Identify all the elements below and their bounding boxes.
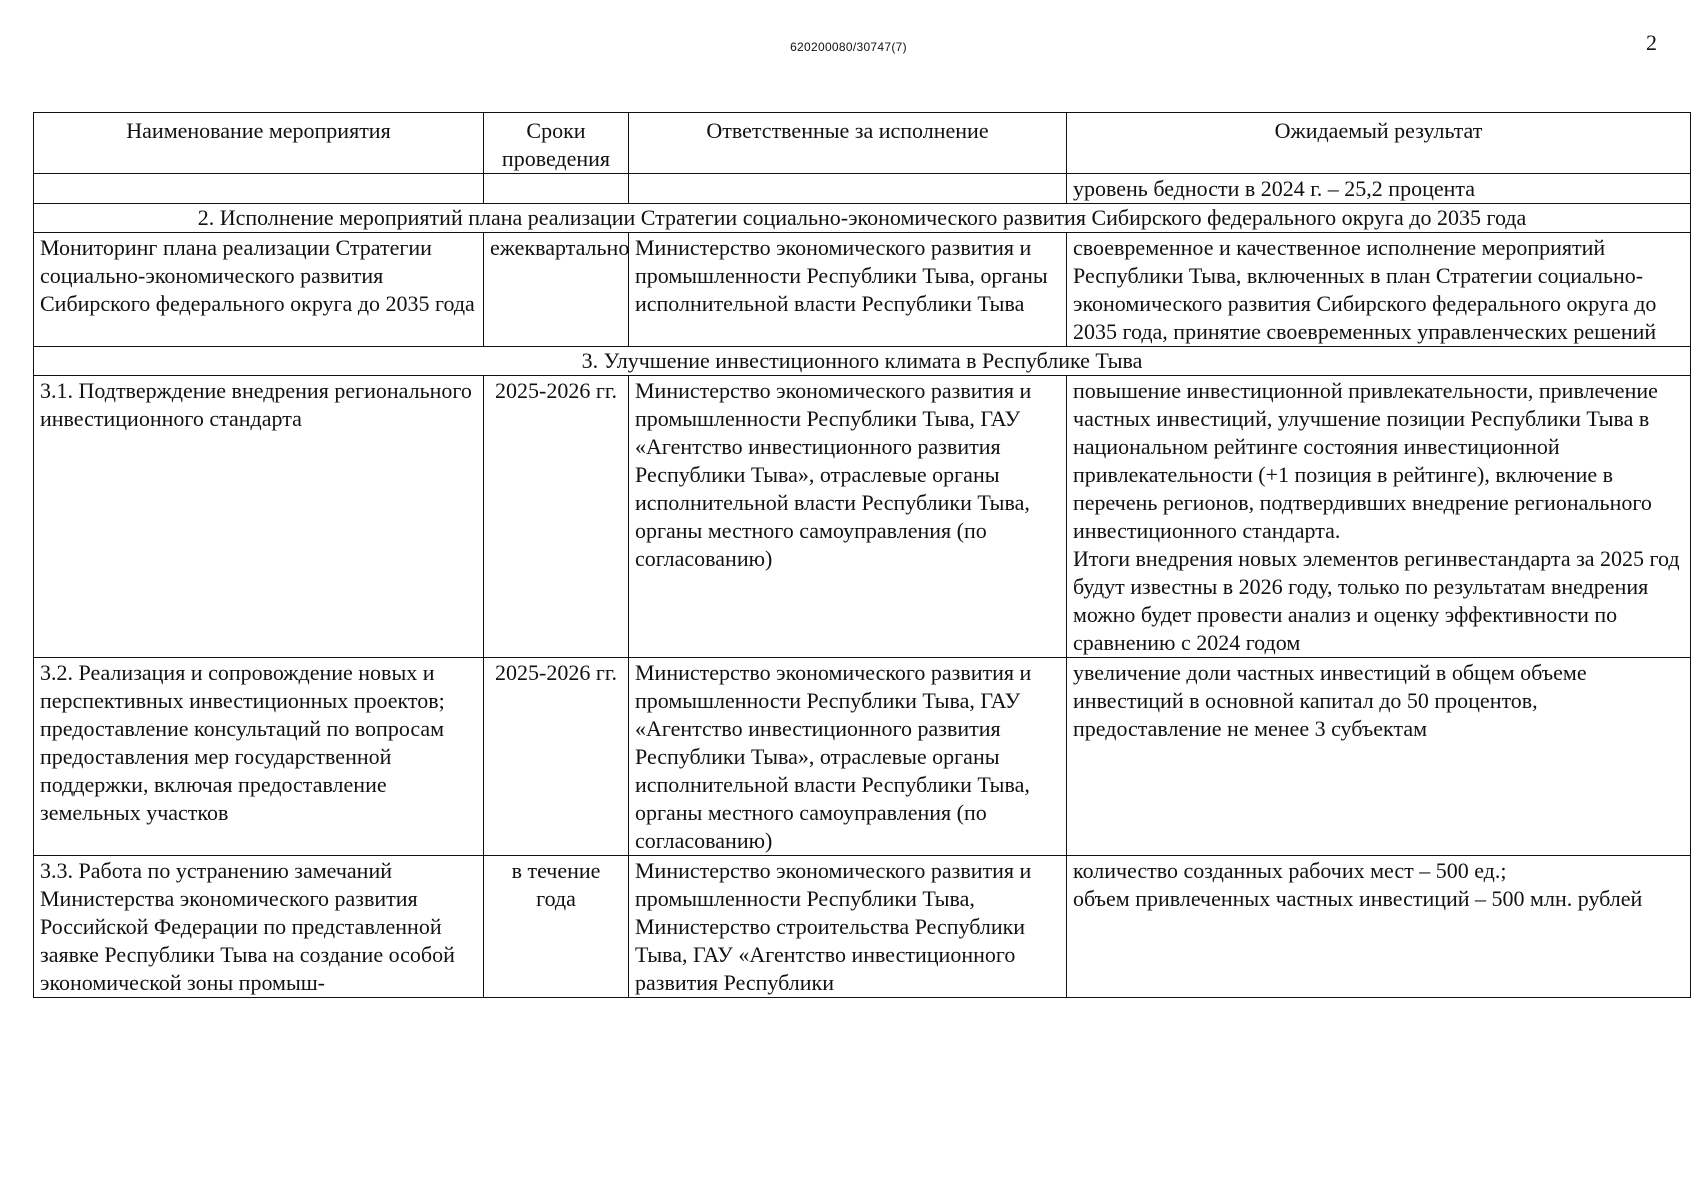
table-row (34, 376, 1691, 658)
result-paragraph: Итоги внедрения новых элементов регинвестандарта за 2025 год будут известны в 2026 году, только по результатам внедрения можно будет провести анализ и оценку эффективности по сравнению с 2024 годом (1073, 546, 1680, 655)
cell-term: 2025-2026 гг. (484, 658, 629, 856)
cell-result: уровень бедности в 2024 г. – 25,2 процента (1067, 174, 1691, 204)
table-row-continued (34, 174, 1691, 204)
plan-table (33, 112, 1691, 998)
cell-name: Мониторинг плана реализации Стратегии социально-экономического развития Сибирского федерального округа до 2035 года (34, 233, 484, 347)
document-id: 620200080/30747(7) (790, 40, 907, 54)
cell-result: увеличение доли частных инвестиций в общем объеме инвестиций в основной капитал до 50 процентов, предоставление не менее 3 субъектам (1067, 658, 1691, 856)
section-title-row (34, 204, 1691, 233)
table-row (34, 233, 1691, 347)
page-number: 2 (1646, 30, 1657, 55)
header-result: Ожидаемый результат (1067, 113, 1691, 174)
cell-result (1067, 376, 1691, 658)
table-header-row (34, 113, 1691, 174)
section-title: 2. Исполнение мероприятий плана реализации Стратегии социально-экономического развития Сибирского федерального округа до 2035 года (34, 204, 1691, 233)
cell-result: своевременное и качественное исполнение мероприятий Республики Тыва, включенных в план Стратегии социально-экономического развития Сибирского федерального округа до 2035 года, принятие своевременных управленческих решений (1067, 233, 1691, 347)
cell-name: 3.3. Работа по устранению замечаний Министерства экономического развития Российской Федерации по представленной заявке Республики Тыва на создание особой экономической зоны промыш- (34, 856, 484, 998)
cell-name: 3.1. Подтверждение внедрения регионального инвестиционного стандарта (34, 376, 484, 658)
cell-empty (34, 174, 484, 204)
header-term: Сроки проведения (484, 113, 629, 174)
header-name: Наименование мероприятия (34, 113, 484, 174)
cell-responsible: Министерство экономического развития и промышленности Республики Тыва, органы исполнительной власти Республики Тыва (629, 233, 1067, 347)
header-responsible: Ответственные за исполнение (629, 113, 1067, 174)
cell-responsible: Министерство экономического развития и промышленности Республики Тыва, Министерство строительства Республики Тыва, ГАУ «Агентство инвестиционного развития Республики (629, 856, 1067, 998)
cell-name: 3.2. Реализация и сопровождение новых и перспективных инвестиционных проектов; предоставление консультаций по вопросам предоставления мер государственной поддержки, включая предоставление земельных участков (34, 658, 484, 856)
section-title: 3. Улучшение инвестиционного климата в Республике Тыва (34, 347, 1691, 376)
section-title-row (34, 347, 1691, 376)
result-paragraph: повышение инвестиционной привлекательности, привлечение частных инвестиций, улучшение позиции Республики Тыва в национальном рейтинге состояния инвестиционной привлекательности (+1 позиция в рейтинге), включение в перечень регионов, подтвердивших внедрение регионального инвестиционного стандарта. (1073, 378, 1658, 543)
cell-term: в течение года (484, 856, 629, 998)
result-paragraph: объем привлеченных частных инвестиций – 500 млн. рублей (1073, 886, 1643, 911)
cell-term: ежеквартально (484, 233, 629, 347)
cell-empty (629, 174, 1067, 204)
cell-empty (484, 174, 629, 204)
cell-responsible: Министерство экономического развития и промышленности Республики Тыва, ГАУ «Агентство инвестиционного развития Республики Тыва», отраслевые органы исполнительной власти Республики Тыва, органы местного самоуправления (по согласованию) (629, 658, 1067, 856)
table-row (34, 856, 1691, 998)
cell-result (1067, 856, 1691, 998)
result-paragraph: количество созданных рабочих мест – 500 ед.; (1073, 858, 1507, 883)
cell-responsible: Министерство экономического развития и промышленности Республики Тыва, ГАУ «Агентство инвестиционного развития Республики Тыва», отраслевые органы исполнительной власти Республики Тыва, органы местного самоуправления (по согласованию) (629, 376, 1067, 658)
cell-term: 2025-2026 гг. (484, 376, 629, 658)
table-row (34, 658, 1691, 856)
